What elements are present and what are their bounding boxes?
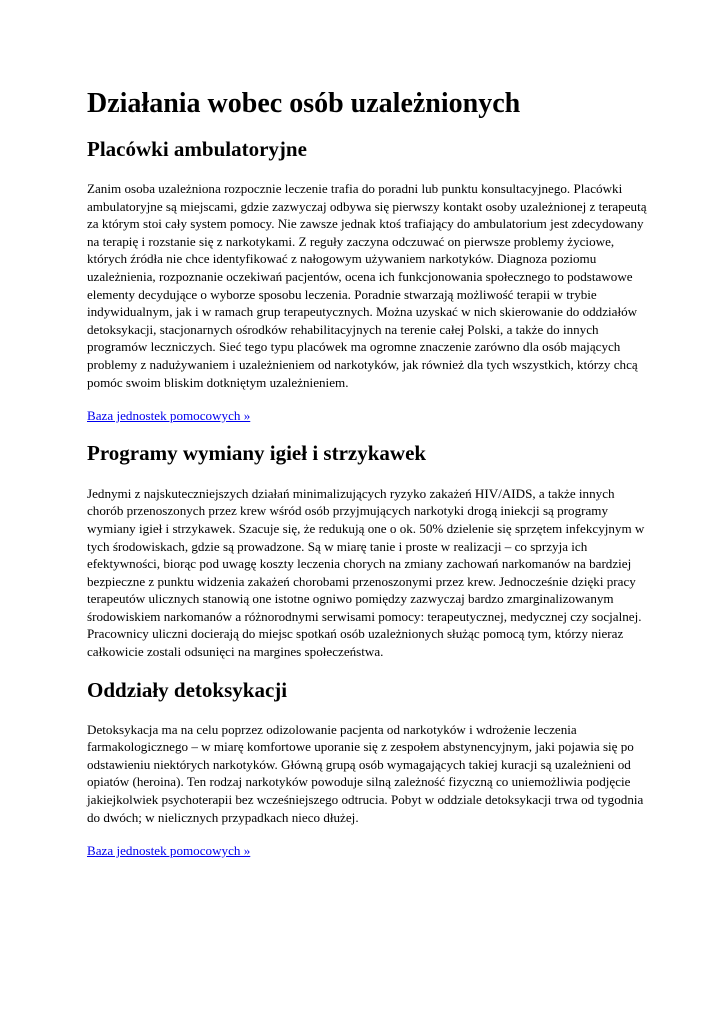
section-text-needle-exchange: Jednymi z najskuteczniejszych działań minimalizujących ryzyko zakażeń HIV/AIDS, a także innych chorób przenoszonych przez krew wśród osób przyjmujących narkotyki drogą iniekcji są programy wymiany igieł i strzykawek. Szacuje się, że redukują one o ok. 50% dzielenie się sprzętem infekcyjnym w tych środowiskach, gdzie są prowadzone. Są w miarę tanie i proste w realizacji – co sprzyja ich efektywności, biorąc pod uwagę koszty leczenia chorych na zmiany zachowań narkomanów na bardziej bezpieczne z punktu widzenia zakażeń chorobami przenoszonymi przez krew. Jednocześnie dzięki pracy terapeutów ulicznych stanowią one istotne ogniwo pomiędzy zazwyczaj bardzo zmarginalizowanym środowiskiem narkomanów a różnorodnymi serwisami pomocy: terapeutycznej, medycznej czy socjalnej. Pracownicy uliczni docierają do miejsc spotkań osób uzależnionych służąc pomocą tym, którzy nieraz całkowicie zostali odsunięci na margines społeczeństwa. [87, 485, 645, 660]
help-units-link-2[interactable]: Baza jednostek pomocowych » [87, 843, 251, 859]
document-page [87, 86, 647, 860]
help-units-link[interactable]: Baza jednostek pomocowych » [87, 408, 251, 424]
section-heading-ambulatory: Placówki ambulatoryjne [87, 137, 307, 161]
section-heading-detox: Oddziały detoksykacji [87, 677, 288, 702]
section-text-detox: Detoksykacja ma na celu poprzez odizolowanie pacjenta od narkotyków i wdrożenie leczenia farmakologicznego – w miarę komfortowe uporanie się z zespołem abstynencyjnym, jaki pojawia się po odstawieniu niektórych narkotyków. Główną grupą osób wymagających takiej kuracji są uzależnieni od opiatów (heroina). Ten rodzaj narkotyków powoduje silną zależność fizyczną co uniemożliwia podjęcie jakiejkolwiek psychoterapii bez wcześniejszego odtrucia. Pobyt w oddziale detoksykacji trwa od tygodnia do dwóch; w nielicznych przypadkach nieco dłużej. [87, 721, 644, 825]
page-title: Działania wobec osób uzależnionych [87, 88, 521, 119]
section-heading-needle-exchange: Programy wymiany igieł i strzykawek [87, 440, 427, 465]
section-text-ambulatory: Zanim osoba uzależniona rozpocznie leczenie trafia do poradni lub punktu konsultacyjnego. Placówki ambulatoryjne są miejscami, gdzie zazwyczaj odbywa się pierwszy kontakt osoby uzależnionej z terapeutą za którym stoi cały system pomocy. Nie zawsze jednak ktoś trafiający do ambulatorium jest zdecydowany na terapię i rozstanie się z narkotykami. Z reguły zaczyna odczuwać on pierwsze problemy życiowe, których źródła nie chce identyfikować z nałogowym używaniem narkotyków. Diagnoza poziomu uzależnienia, rozpoznanie oczekiwań pacjentów, ocena ich funkcjonowania społecznego to podstawowe elementy decydujące o wyborze sposobu leczenia. Poradnie stwarzają możliwość terapii w trybie indywidualnym, jak i w ramach grup terapeutycznych. Można uzyskać w nich skierowanie do oddziałów detoksykacji, stacjonarnych ośrodków rehabilitacyjnych na terenie całej Polski, a także do innych programów leczniczych. Sieć tego typu placówek ma ogromne znaczenie zarówno dla osób mających problemy z nadużywaniem i uzależnieniem od narkotyków, jak również dla tych wszystkich, którzy chcą pomóc swoim bliskim dotkniętym uzależnieniem. [87, 181, 647, 390]
